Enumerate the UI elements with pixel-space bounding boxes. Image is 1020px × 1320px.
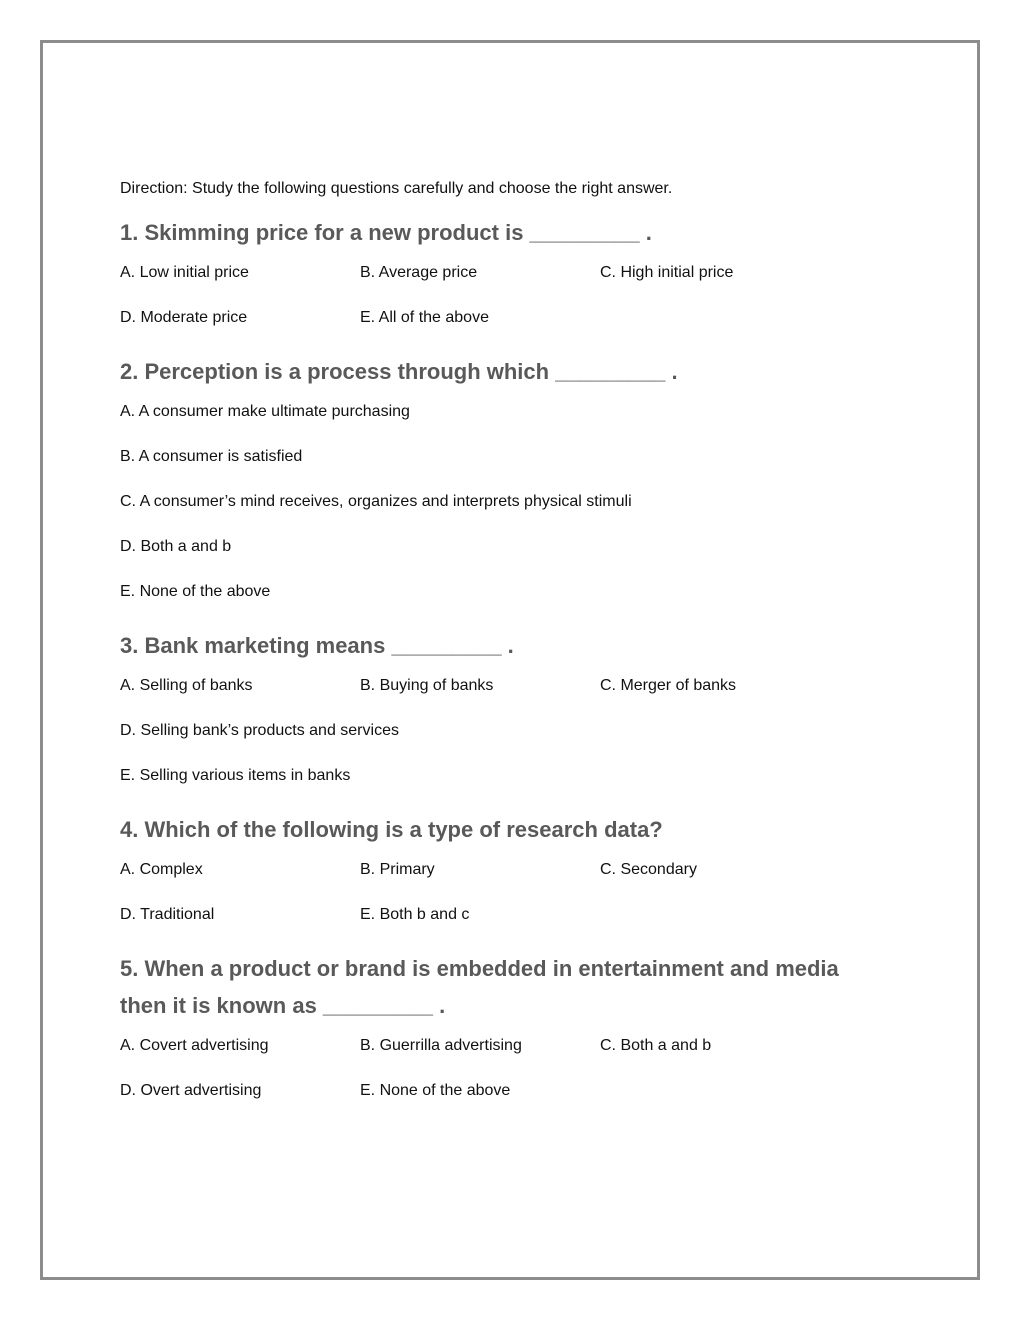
option-a: A. Low initial price	[120, 264, 249, 281]
option-d: D. Both a and b	[120, 538, 232, 555]
option-row	[120, 537, 940, 582]
question-1	[120, 214, 940, 353]
option-row	[120, 1036, 940, 1081]
question-4-text: 4. Which of the following is a type of research data?	[120, 817, 663, 842]
option-row	[120, 447, 940, 492]
option-a: A. Selling of banks	[120, 677, 253, 694]
option-row	[120, 905, 940, 950]
question-4	[120, 811, 940, 950]
option-d: D. Selling bank’s products and services	[120, 722, 399, 739]
option-row	[120, 860, 940, 905]
question-3	[120, 627, 940, 811]
option-b: B. Buying of banks	[360, 677, 494, 694]
option-row	[120, 676, 940, 721]
question-3-text: 3. Bank marketing means _________ .	[120, 633, 514, 658]
question-5-text-line-2: then it is known as _________ .	[120, 993, 446, 1018]
question-5	[120, 950, 940, 1126]
option-b: B. A consumer is satisfied	[120, 448, 303, 465]
option-e: E. Selling various items in banks	[120, 767, 351, 784]
question-1-text: 1. Skimming price for a new product is _________ .	[120, 220, 652, 245]
option-row	[120, 1081, 940, 1126]
option-c: C. A consumer’s mind receives, organizes and interprets physical stimuli	[120, 493, 632, 510]
option-c: C. Both a and b	[600, 1037, 712, 1054]
option-row	[120, 308, 940, 353]
option-b: B. Average price	[360, 264, 478, 281]
option-d: D. Overt advertising	[120, 1082, 262, 1099]
option-row	[120, 263, 940, 308]
option-e: E. Both b and c	[360, 906, 470, 923]
option-c: C. Secondary	[600, 861, 697, 878]
option-a: A. A consumer make ultimate purchasing	[120, 403, 410, 420]
option-e: E. None of the above	[120, 583, 271, 600]
option-a: A. Complex	[120, 861, 203, 878]
option-b: B. Primary	[360, 861, 435, 878]
option-d: D. Moderate price	[120, 309, 248, 326]
option-row	[120, 582, 940, 627]
option-e: E. None of the above	[360, 1082, 511, 1099]
option-row	[120, 766, 940, 811]
question-2	[120, 353, 940, 627]
option-row	[120, 402, 940, 447]
option-e: E. All of the above	[360, 309, 489, 326]
option-c: C. Merger of banks	[600, 677, 737, 694]
option-row	[120, 721, 940, 766]
quiz-content	[120, 176, 940, 1126]
question-5-text	[120, 950, 940, 1024]
direction-text: Direction: Study the following questions carefully and choose the right answer.	[120, 180, 673, 197]
option-d: D. Traditional	[120, 906, 215, 923]
option-b: B. Guerrilla advertising	[360, 1037, 522, 1054]
question-5-text-line-1: 5. When a product or brand is embedded in entertainment and media	[120, 956, 839, 981]
option-row	[120, 492, 940, 537]
question-2-text: 2. Perception is a process through which _________ .	[120, 359, 678, 384]
option-c: C. High initial price	[600, 264, 734, 281]
option-a: A. Covert advertising	[120, 1037, 269, 1054]
